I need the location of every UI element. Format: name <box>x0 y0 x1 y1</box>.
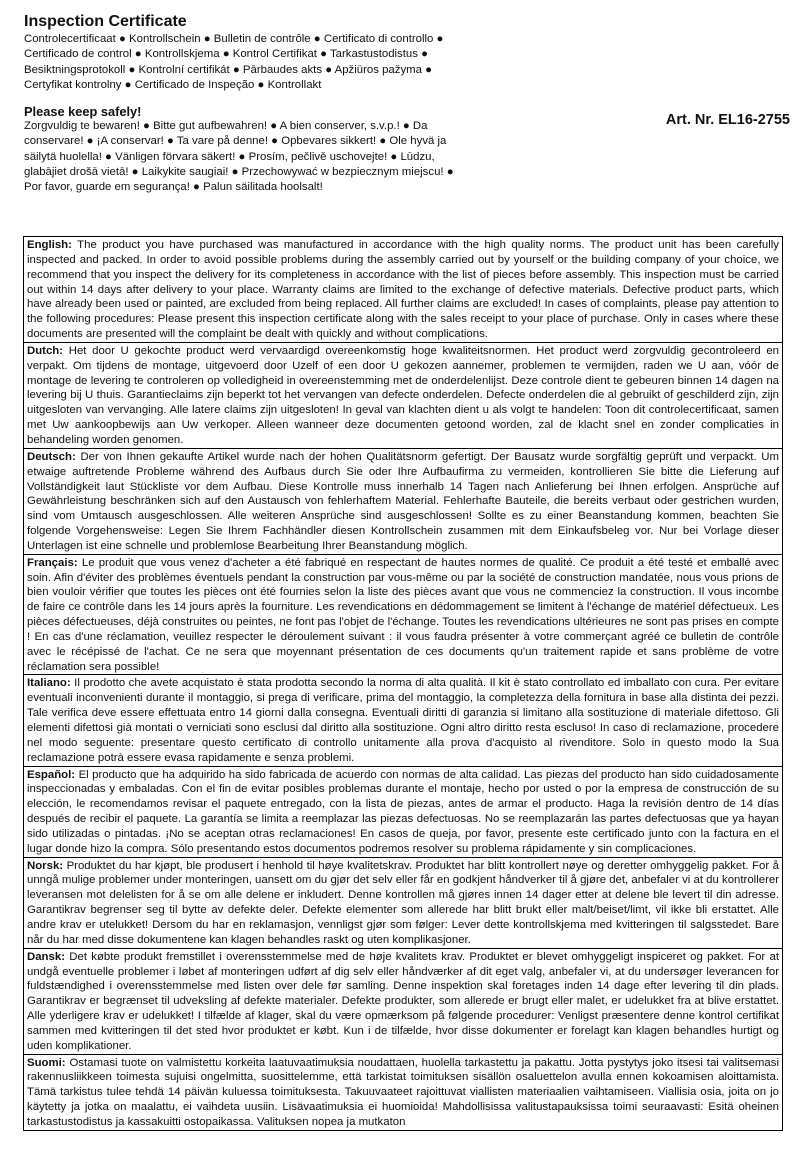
keep-safely-translations: Zorgvuldig te bewaren! ● Bitte gut aufbewahren! ● A bien conserver, s.v.p.! ● Da conservare! ● ¡A conservar! ● Ta vare på denne! ● Opbevares sikkert! ● Ole hyvä ja säilytä huolella! ● Vänligen förvara säkert! ● Prosím, pečlivě uschovejte! ● Lūdzu, glabājiet drošā vietā! ● Laikykite saugiai! ● Przechowywać w bezpiecznym miejscu! ● Por favor, guarde em segurança! ● Palun säilitada hoolsalt! <box>24 120 454 194</box>
section-italiano <box>24 675 782 766</box>
section-text: Produktet du har kjøpt, ble produsert i henhold til høye kvalitetskrav. Produktet har blitt kontrollert nøye og deretter omhyggelig pakket. For å unngå mulige problemer under monteringen, uansett om du gjør det selv eller får en godkjent håndverker til å gjøre det, anbefaler vi at du kontrollerer leveransen mot delelisten for å se om alle delene er inkludert. Denne kontrollen må gjøres innen 14 dager etter at delene ble levert til din adresse. Garantikrav begrenser seg til bytte av defekte deler. Defekte elementer som allerede har blitt brukt eller malt/beiset/limt, vil ikke bli erstattet. Alle andre krav er utelukket! Dersom du har en reklamasjon, vennligst gjør som følger: Lever dette kontrollskjema med kvitteringen til salgsstedet. Bare når du har med disse dokumentene kan klagen behandles raskt og uten komplikasjoner. <box>27 859 779 946</box>
section-deutsch <box>24 449 782 555</box>
keep-safely-heading: Please keep safely! <box>24 104 142 120</box>
section-espanol <box>24 767 782 858</box>
section-language-label: Español: <box>27 768 76 781</box>
section-text: El producto que ha adquirido ha sido fabricada de acuerdo con normas de alta calidad. Las piezas del producto han sido cuidadosamente inspeccionadas y embaladas. Con el fin de evitar posibles problemas durante el montaje, hecho por usted o por la empresa de construcción de su elección, le recomendamos revisar el paquete entregado, con la lista de piezas, antes de armar el producto. Haga la revisión dentro de 14 días después de recibir el paquete. La garantía se limita a reemplazar las piezas defectuosas. No se reemplazarán las partes defectuosas que ya hayan sido utilizadas o pintadas. ¡No se aceptan otras reclamaciones! En casos de queja, por favor, presente este certificado junto con la factura en el lugar donde hizo la compra. Sólo presentando estos documentos podremos resolver su problema rápidamente y sin complicaciones. <box>27 768 779 855</box>
section-dutch <box>24 343 782 449</box>
section-text: The product you have purchased was manufactured in accordance with the high quality norms. The product unit has been carefully inspected and packed. In order to avoid possible problems during the assembly carried out by yourself or the building company of your choice, we recommend that you inspect the delivery for its completeness in accordance with the list of pieces before assembly. This inspection must be carried out within 14 days after delivery to your place. Warranty claims are limited to the exchange of defective materials. Defective product parts, which have already been used or painted, are excluded from being replaced. All further claims are excluded! In cases of complaints, please pay attention to the following procedures: Please present this inspection certificate along with the sales receipt to your place of purchase. Only in cases where these documents are presented will the complaint be dealt with quickly and without complications. <box>27 239 779 341</box>
section-text: Der von Ihnen gekaufte Artikel wurde nach der hohen Qualitätsnorm gefertigt. Der Bausatz wurde sorgfältig geprüft und verpackt. Um etwaige auftretende Probleme während des Aufbaus durch Sie oder Ihre Aufbaufirma zu vermeiden, kontrollieren Sie bitte die Lieferung auf Vollständigkeit laut Stückliste vor dem Aufbau. Diese Kontrolle muss innerhalb 14 Tagen nach Anlieferung bei Ihnen erfolgen. Ansprüche auf Gewährleistung beschränken sich auf den Austausch von fehlerhaftem Material. Fehlerhafte Bauteile, die bereits verbaut oder gestrichen wurden, sind vom Umtausch ausgeschlossen. Alle weiteren Ansprüche sind ausgeschlossen! Sollte es zu einer Beanstandung kommen, beachten Sie folgende Vorgehensweise: Legen Sie Ihrem Fachhändler diesen Kontrollschein zusammen mit dem Einkaufsbeleg vor. Nur bei Vorlage dieser Unterlagen ist eine schnelle und problemlose Bearbeitung Ihrer Beanstandung möglich. <box>27 450 780 552</box>
section-language-label: Dutch: <box>27 344 64 357</box>
section-language-label: Italiano: <box>27 677 71 690</box>
language-sections-box <box>23 236 783 1131</box>
section-francais <box>24 555 782 676</box>
page-title: Inspection Certificate <box>24 13 187 30</box>
section-language-label: English: <box>27 239 72 251</box>
section-language-label: Deutsch: <box>27 450 76 463</box>
article-number: Art. Nr. EL16-2755 <box>665 112 790 128</box>
section-suomi <box>24 1055 782 1130</box>
title-translations: Controlecertificaat ● Kontrollschein ● Bulletin de contrôle ● Certificato di controllo ● Certificado de control ● Kontrollskjema ● Kontrol Certifikat ● Tarkastustodistus ● Besiktningsprotokoll ● Kontrolní certifikát ● Pārbaudes akts ● Apžiūros pažyma ● Certyfikat kontrolny ● Certificado de Inspeção ● Kontrollakt <box>24 33 444 91</box>
section-text: Il prodotto che avete acquistato è stata prodotta secondo la norma di alta qualità. Il kit è stato controllato ed imballato con cura. Per evitare eventuali inconvenienti durante il montaggio, si prega di verificare, prima del montaggio, la completezza della fornitura in base alla distinta dei pezzi. Tale verifica deve essere effettuata entro 14 giorni dalla consegna. Eventuali diritti di garanzia si limitano alla sostituzione di materiale difettoso. Gli elementi difettosi già montati o verniciati sono esclusi dal diritto alla sostituzione. Ogni altro diritto resta escluso! In caso di reclamazione, procedere nel modo seguente: presentare questo certificato di controllo unitamente alla prova d'acquisto al rivenditore. Solo in questo modo la Sua reclamazione potrà essere evasa rapidamente e senza problemi. <box>27 677 779 764</box>
section-language-label: Dansk: <box>27 950 65 963</box>
section-text: Ostamasi tuote on valmistettu korkeita laatuvaatimuksia noudattaen, huolella tarkastettu ja pakattu. Jotta pystytys joko itsesi tai valitsemasi rakennusliikkeen toimesta sujuisi ongelmitta, suosittelemme, että tarkistat toimituksen sisällön osaluettelon avulla ennen kokoamisen aloittamista. Tämä tarkistus tulee tehdä 14 päivän kuluessa toimituksesta. Takuuvaateet rajoittuvat viallisten materiaalien vaihtamiseen. Viallisia osia, joita on jo käytetty ja jotka on maalattu, ei vaihdeta uusiin. Lisävaatimuksia ei huomioida! Mahdollisissa valitustapauksissa toimi seuraavasti: Esitä oheinen tarkastustodistus ja kassakuitti ostopaikassa. Valituksen nopea ja mutkaton <box>27 1056 779 1128</box>
section-text: Le produit que vous venez d'acheter a été fabriqué en respectant de hautes normes de qualité. Ce produit a été testé et emballé avec soin. Afin d'éviter des problèmes éventuels pendant la construction par vous-même ou par la société de construction mandatée, nous vous prions de bien vouloir vérifier que toutes les pièces ont été fournies selon la liste des pièces avant que vous ne commenciez la construction. Il vous incombe de faire ce contrôle dans les 14 jours après la fourniture. Les revendications en dédommagement se limitent à l'échange de matériel défectueux. Les pièces défectueuses, déjà construites ou peintes, ne font pas l'objet de l'échange. Toutes les revendications ultérieures ne sont pas prises en compte ! En cas d'une réclamation, veuillez respecter le déroulement suivant : il vous faudra présenter à votre commerçant agréé ce bulletin de contrôle avec le récépissé de l'achat. Ce ne sera que moyennant présentation de ces documents qu'un traitement rapide et sans problème de votre réclamation sera possible! <box>27 556 779 673</box>
certificate-header <box>24 12 784 196</box>
section-dansk <box>24 949 782 1055</box>
section-language-label: Français: <box>27 556 78 569</box>
section-english <box>24 237 782 343</box>
section-text: Het door U gekochte product werd vervaardigd overeenkomstig hoge kwaliteitsnormen. Het product werd zorgvuldig gecontroleerd en verpakt. Om tijdens de montage, uitgevoerd door Uzelf of een door U gekozen aannemer, problemen te vermijden, raden we U aan, vóór de montage de levering te controleren op volledigheid in overeenstemming met de onderdelenlijst. Deze controle dient te gebeuren binnen 14 dagen na levering bij U thuis. Garantieclaims zijn beperkt tot het vervangen van defecte onderdelen. Defecte onderdelen die al gebruikt of geschilderd zijn, zijn uitgesloten van vervanging. Alle latere claims zijn uitgesloten! In geval van klachten dient u als volgt te handelen: Toon dit controlecertificaat, samen met Uw aankoopbewijs aan Uw verkoper. Alleen wanneer deze documenten getoond worden, zal de klacht snel en zonder complicaties in behandeling worden genomen. <box>27 344 779 446</box>
section-text: Det købte produkt fremstillet i overensstemmelse med de høje kvalitets krav. Produktet er blevet omhyggeligt inspiceret og pakket. For at undgå eventuelle problemer i løbet af monteringen udført af dig selv eller håndværker af dit eget valg, anbefaler vi, at du undersøger leverancen for fuldstændighed i overensstemmelse med listen over dele før samling. Denne inspektion skal foretages inden 14 dage efter levering til din plads. Garantikrav er begrænset til udveksling af defekte materialer. Defekte produkter, som allerede er brugt eller malet, er udelukket fra at blive erstattet. Alle yderligere krav er udelukket! I tilfælde af klager, skal du være opmærksom på følgende procedurer: Venligst præsentere denne kontrol certifikat sammen med kvitteringen til det sted hvor produktet er købt. Kun i de tilfælde, hvor disse dokumenter er forelagt kan klagen behandles hurtigt og uden komplikationer. <box>27 950 779 1052</box>
section-language-label: Suomi: <box>27 1056 66 1069</box>
section-language-label: Norsk: <box>27 859 64 872</box>
section-norsk <box>24 858 782 949</box>
